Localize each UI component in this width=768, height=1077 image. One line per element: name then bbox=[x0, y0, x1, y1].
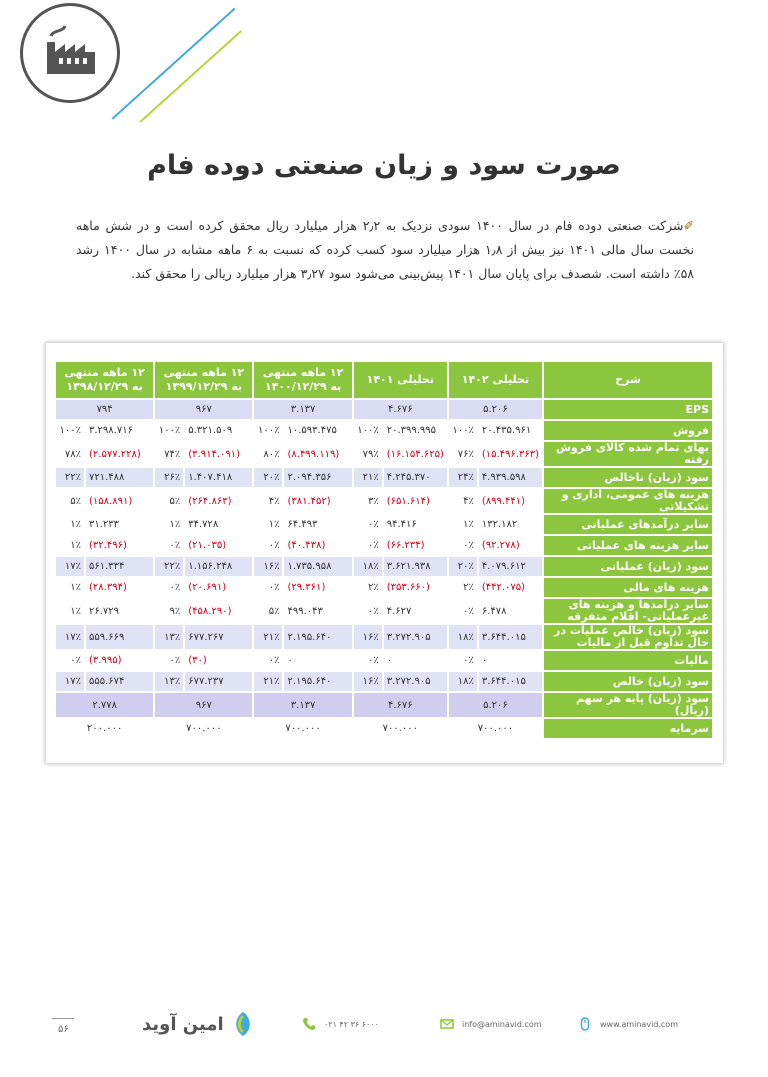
cell-value: ۱.۴۰۷.۴۱۸ bbox=[185, 468, 252, 487]
cell-value: (۹۲.۲۷۸) bbox=[481, 540, 520, 551]
cell-value: (۳.۹۹۵) bbox=[89, 655, 122, 666]
factory-icon bbox=[39, 22, 101, 84]
table-row bbox=[56, 489, 712, 513]
cell-percent: ۰٪ bbox=[70, 655, 81, 666]
table-row bbox=[56, 651, 712, 670]
header-period: تحلیلی ۱۴۰۲ bbox=[449, 362, 542, 398]
cell-percent: ۱۶٪ bbox=[354, 625, 382, 649]
table-row bbox=[56, 672, 712, 691]
row-label: سایر درآمدها و هزینه های غیرعملیاتی- اقلام متفرقه bbox=[544, 599, 712, 623]
cell-percent: ۲۱٪ bbox=[254, 672, 282, 691]
cell-percent: ۱٪ bbox=[70, 605, 81, 617]
cell-value: ۳.۱۳۷ bbox=[254, 400, 351, 419]
cell-value: ۹۶۷ bbox=[155, 400, 252, 419]
cell-value: ۴.۶۷۶ bbox=[354, 693, 447, 717]
cell-value: (۲۹.۳۶۱) bbox=[287, 582, 326, 593]
cell-value: ۹۶۷ bbox=[155, 693, 252, 717]
email-icon bbox=[440, 1017, 454, 1031]
cell-percent: ۰٪ bbox=[268, 655, 280, 666]
phone-number: ۰۲۱ ۴۲ ۳۶ ۶۰۰۰ bbox=[324, 1019, 379, 1029]
page-number: ۵۶ bbox=[58, 1024, 69, 1035]
cell-value: ۳.۶۴۴.۰۱۵ bbox=[479, 625, 542, 649]
eps-row bbox=[56, 400, 712, 419]
cell-value: ۳.۱۳۷ bbox=[254, 693, 351, 717]
cell-value: ۰ bbox=[481, 655, 488, 666]
cell-value: ۲.۱۹۵.۶۴۰ bbox=[284, 672, 351, 691]
row-label: سود (زیان) ناخالص bbox=[544, 468, 712, 487]
table-row bbox=[56, 599, 712, 623]
cell-value: ۲۰۰.۰۰۰ bbox=[86, 723, 123, 734]
cell-percent: ۰٪ bbox=[367, 605, 379, 617]
cell-value: ۵۵۹.۶۶۹ bbox=[86, 625, 153, 649]
cell-value: ۷۰۰.۰۰۰ bbox=[186, 723, 222, 734]
row-label: سود (زیان) پایه هر سهم (ریال) bbox=[544, 693, 712, 717]
cell-percent: ۲۲٪ bbox=[155, 557, 183, 576]
cell-percent: ۱۰۰٪ bbox=[158, 425, 181, 436]
cell-percent: ۰٪ bbox=[367, 540, 379, 551]
cell-percent: ۲٪ bbox=[367, 582, 379, 593]
cell-percent: ۱۷٪ bbox=[56, 672, 84, 691]
cell-percent: ۲۶٪ bbox=[155, 468, 183, 487]
cell-percent: ۰٪ bbox=[268, 540, 280, 551]
cell-value: (۳۲.۴۹۶) bbox=[89, 540, 127, 551]
cell-value: ۶.۴۷۸ bbox=[481, 605, 507, 617]
cell-value: (۸.۴۹۹.۱۱۹) bbox=[287, 448, 340, 460]
cell-percent: ۱۷٪ bbox=[56, 557, 84, 576]
decorative-line bbox=[139, 30, 241, 122]
header-period: ۱۲ ماهه منتهی به ۱۳۹۹/۱۲/۲۹ bbox=[155, 362, 252, 398]
brand-logo bbox=[142, 1010, 256, 1038]
cell-percent: ۰٪ bbox=[463, 605, 474, 617]
cell-percent: ۷۸٪ bbox=[64, 448, 81, 460]
cell-value: ۷۹۴ bbox=[56, 400, 153, 419]
cell-percent: ۰٪ bbox=[463, 655, 474, 666]
row-label: سود (زیان) عملیاتی bbox=[544, 557, 712, 576]
cell-percent: ۱۳٪ bbox=[155, 625, 183, 649]
basic-eps-row bbox=[56, 693, 712, 717]
cell-percent: ۷۹٪ bbox=[362, 448, 379, 460]
cell-value: ۴.۲۴۵.۳۷۰ bbox=[384, 468, 447, 487]
cell-percent: ۲٪ bbox=[463, 582, 474, 593]
cell-value: ۳.۲۷۲.۹۰۵ bbox=[384, 672, 447, 691]
website-url[interactable]: www.aminavid.com bbox=[600, 1019, 678, 1029]
cell-value: ۱۰.۵۹۳.۴۷۵ bbox=[287, 425, 337, 436]
cell-percent: ۱٪ bbox=[70, 540, 81, 551]
row-label: هزینه های عمومی، اداری و تشکیلاتی bbox=[544, 489, 712, 513]
cell-value: (۲۱.۰۳۵) bbox=[188, 540, 227, 551]
footer-divider bbox=[52, 1018, 74, 1019]
cell-value: ۳.۲۷۲.۹۰۵ bbox=[384, 625, 447, 649]
cell-percent: ۱٪ bbox=[70, 582, 81, 593]
decorative-line bbox=[111, 8, 235, 120]
cell-percent: ۹٪ bbox=[169, 605, 181, 617]
cell-value: ۷۰۰.۰۰۰ bbox=[382, 723, 418, 734]
cell-value: ۲۶.۷۲۹ bbox=[89, 605, 120, 617]
cell-value: (۱۵.۴۹۶.۳۶۳) bbox=[481, 448, 539, 460]
header-period: ۱۲ ماهه منتهی به ۱۳۹۸/۱۲/۲۹ bbox=[56, 362, 153, 398]
row-label: سود (زیان) خالص عملیات در حال تداوم قبل از مالیات bbox=[544, 625, 712, 649]
cell-value: (۱۵۸.۸۹۱) bbox=[89, 495, 133, 507]
cell-value: ۱.۷۳۵.۹۵۸ bbox=[284, 557, 351, 576]
cell-value: ۳.۲۹۸.۷۱۶ bbox=[89, 425, 133, 436]
table-row bbox=[56, 578, 712, 597]
phone-contact bbox=[302, 1017, 379, 1031]
cell-value: (۲.۵۷۷.۲۲۸) bbox=[89, 448, 141, 460]
cell-value: ۶۷۷.۲۶۷ bbox=[185, 625, 252, 649]
cell-percent: ۰٪ bbox=[169, 655, 181, 666]
cell-percent: ۱۸٪ bbox=[354, 557, 382, 576]
phone-icon bbox=[302, 1017, 316, 1031]
table-row bbox=[56, 557, 712, 576]
row-label: سایر درآمدهای عملیاتی bbox=[544, 515, 712, 534]
cell-value: (۴۰.۴۳۸) bbox=[287, 540, 326, 551]
cell-value: ۵۶۱.۳۳۴ bbox=[86, 557, 153, 576]
cell-percent: ۲۲٪ bbox=[56, 468, 84, 487]
cell-percent: ۱۸٪ bbox=[449, 625, 477, 649]
cell-value: (۳۰) bbox=[188, 655, 207, 666]
cell-percent: ۲۴٪ bbox=[449, 468, 477, 487]
cell-percent: ۴٪ bbox=[268, 495, 280, 507]
cell-value: (۸۹۹.۴۴۱) bbox=[481, 495, 526, 507]
cell-percent: ۰٪ bbox=[463, 540, 474, 551]
cell-value: (۳.۹۱۴.۰۹۱) bbox=[188, 448, 241, 460]
cell-value: ۹۴.۴۱۶ bbox=[386, 519, 417, 530]
capital-row bbox=[56, 719, 712, 738]
cell-value: ۴۹۹.۰۴۳ bbox=[287, 605, 323, 617]
table-row bbox=[56, 536, 712, 555]
cell-value: ۴.۰۷۹.۶۱۲ bbox=[479, 557, 542, 576]
web-contact[interactable] bbox=[578, 1017, 678, 1031]
aminavid-logo-icon bbox=[230, 1010, 256, 1038]
intro-paragraph: ✐شرکت صنعتی دوده فام در سال ۱۴۰۰ سودی نزدیک به ۲٫۲ هزار میلیارد ریال محقق کرده است و در شش ماهه نخست سال مالی ۱۴۰۱ نیز بیش از ۱٫۸ هزار میلیارد سود کسب کرده که نسبت به ۶ ماهه مشابه در سال ۱۴۰۰ رشد ۵۸٪ داشته است. شصدف برای پایان سال ۱۴۰۱ پیش‌بینی می‌شود سود ۳٫۲۷ هزار میلیارد ریالی را محقق کند. bbox=[76, 218, 694, 281]
factory-logo bbox=[20, 3, 120, 103]
cell-value: (۲۸.۳۹۴) bbox=[89, 582, 127, 593]
row-label: فروش bbox=[544, 421, 712, 440]
cell-percent: ۱٪ bbox=[169, 519, 181, 530]
cell-percent: ۵٪ bbox=[169, 495, 181, 507]
cell-value: ۷۰۰.۰۰۰ bbox=[477, 723, 514, 734]
email-contact[interactable] bbox=[440, 1017, 542, 1031]
cell-value: (۱۶.۱۵۴.۶۲۵) bbox=[386, 448, 444, 460]
cell-value: ۴.۹۳۹.۵۹۸ bbox=[479, 468, 542, 487]
cell-percent: ۱٪ bbox=[463, 519, 474, 530]
row-label: سرمایه bbox=[544, 719, 712, 738]
cell-value: ۲.۰۹۴.۳۵۶ bbox=[284, 468, 351, 487]
cell-value: ۳۱.۲۳۳ bbox=[89, 519, 120, 530]
cell-percent: ۱۶٪ bbox=[354, 672, 382, 691]
cell-value: ۵.۲۰۶ bbox=[449, 400, 542, 419]
cell-percent: ۲۰٪ bbox=[254, 468, 282, 487]
cell-percent: ۱۷٪ bbox=[56, 625, 84, 649]
cell-percent: ۰٪ bbox=[367, 519, 379, 530]
header-period: تحلیلی ۱۴۰۱ bbox=[354, 362, 447, 398]
cell-value: (۶۵۱.۶۱۴) bbox=[386, 495, 430, 507]
cell-value: ۴.۶۲۷ bbox=[386, 605, 412, 617]
cell-value: ۲.۱۹۵.۶۴۰ bbox=[284, 625, 351, 649]
cell-percent: ۱۰۰٪ bbox=[357, 425, 379, 436]
cell-percent: ۱٪ bbox=[268, 519, 280, 530]
row-label: سود (زیان) خالص bbox=[544, 672, 712, 691]
cell-percent: ۱۸٪ bbox=[449, 672, 477, 691]
row-label: سایر هزینه های عملیاتی bbox=[544, 536, 712, 555]
cell-value: (۳۸۱.۴۵۲) bbox=[287, 495, 331, 507]
email-address[interactable]: info@aminavid.com bbox=[462, 1019, 542, 1029]
cell-value: ۶۴.۴۹۳ bbox=[287, 519, 318, 530]
cell-value: ۲.۷۷۸ bbox=[56, 693, 153, 717]
row-label: EPS bbox=[544, 400, 712, 419]
table-row bbox=[56, 468, 712, 487]
cell-value: ۱۳۲.۱۸۲ bbox=[481, 519, 518, 530]
cell-percent: ۴٪ bbox=[463, 495, 474, 507]
cell-percent: ۱٪ bbox=[70, 519, 81, 530]
cell-value: (۴۵۸.۲۹۰) bbox=[188, 605, 232, 617]
cell-percent: ۵٪ bbox=[268, 605, 280, 617]
cell-percent: ۰٪ bbox=[169, 582, 181, 593]
table-row bbox=[56, 421, 712, 440]
row-label: هزینه های مالی bbox=[544, 578, 712, 597]
cell-value: ۷۲۱.۴۸۸ bbox=[86, 468, 153, 487]
cell-value: ۷۰۰.۰۰۰ bbox=[285, 723, 321, 734]
cell-value: ۰ bbox=[287, 655, 293, 666]
cell-value: (۶۶.۲۳۴) bbox=[386, 540, 425, 551]
cell-value: (۲۶۴.۸۶۳) bbox=[188, 495, 232, 507]
cell-percent: ۱۶٪ bbox=[254, 557, 282, 576]
row-label: بهای تمام شده کالای فروش رفته bbox=[544, 442, 712, 466]
cell-percent: ۷۶٪ bbox=[457, 448, 474, 460]
pen-icon: ✐ bbox=[683, 218, 694, 233]
header-description: شرح bbox=[544, 362, 712, 398]
cell-percent: ۰٪ bbox=[169, 540, 181, 551]
cell-value: ۴.۶۷۶ bbox=[354, 400, 447, 419]
cell-value: ۲۰.۴۳۵.۹۶۱ bbox=[481, 425, 532, 436]
header-period: ۱۲ ماهه منتهی به ۱۴۰۰/۱۲/۲۹ bbox=[254, 362, 351, 398]
mouse-icon bbox=[578, 1017, 592, 1031]
row-label: مالیات bbox=[544, 651, 712, 670]
income-statement-table bbox=[45, 342, 724, 764]
cell-percent: ۱۰۰٪ bbox=[452, 425, 474, 436]
table-row bbox=[56, 515, 712, 534]
cell-value: ۵.۳۲۱.۵۰۹ bbox=[188, 425, 233, 436]
cell-percent: ۰٪ bbox=[367, 655, 379, 666]
cell-value: ۳.۶۴۴.۰۱۵ bbox=[479, 672, 542, 691]
cell-percent: ۳٪ bbox=[367, 495, 379, 507]
cell-percent: ۱۰۰٪ bbox=[59, 425, 81, 436]
table-row bbox=[56, 625, 712, 649]
cell-percent: ۷۴٪ bbox=[164, 448, 181, 460]
cell-value: ۲۰.۳۹۹.۹۹۵ bbox=[386, 425, 437, 436]
cell-value: ۱.۱۵۶.۲۴۸ bbox=[185, 557, 252, 576]
cell-percent: ۲۱٪ bbox=[354, 468, 382, 487]
page-title: صورت سود و زیان صنعتی دوده فام bbox=[147, 150, 621, 181]
table-row bbox=[56, 442, 712, 466]
cell-percent: ۸۰٪ bbox=[263, 448, 280, 460]
cell-value: (۳۵۳.۶۶۰) bbox=[386, 582, 430, 593]
cell-percent: ۲۱٪ bbox=[254, 625, 282, 649]
cell-value: ۳.۶۲۱.۹۳۸ bbox=[384, 557, 447, 576]
cell-value: (۴۴۲.۰۷۵) bbox=[481, 582, 526, 593]
cell-value: ۵۵۵.۶۷۴ bbox=[86, 672, 153, 691]
cell-percent: ۱۳٪ bbox=[155, 672, 183, 691]
cell-percent: ۵٪ bbox=[70, 495, 81, 507]
cell-value: (۲۰.۶۹۱) bbox=[188, 582, 227, 593]
cell-value: ۳۴.۷۲۸ bbox=[188, 519, 219, 530]
cell-percent: ۱۰۰٪ bbox=[258, 425, 280, 436]
cell-value: ۵.۲۰۶ bbox=[449, 693, 542, 717]
cell-value: ۶۷۷.۲۳۷ bbox=[185, 672, 252, 691]
cell-percent: ۰٪ bbox=[268, 582, 280, 593]
brand-name: امین آوید bbox=[142, 1013, 224, 1035]
cell-percent: ۲۰٪ bbox=[449, 557, 477, 576]
cell-value: ۰ bbox=[386, 655, 393, 666]
